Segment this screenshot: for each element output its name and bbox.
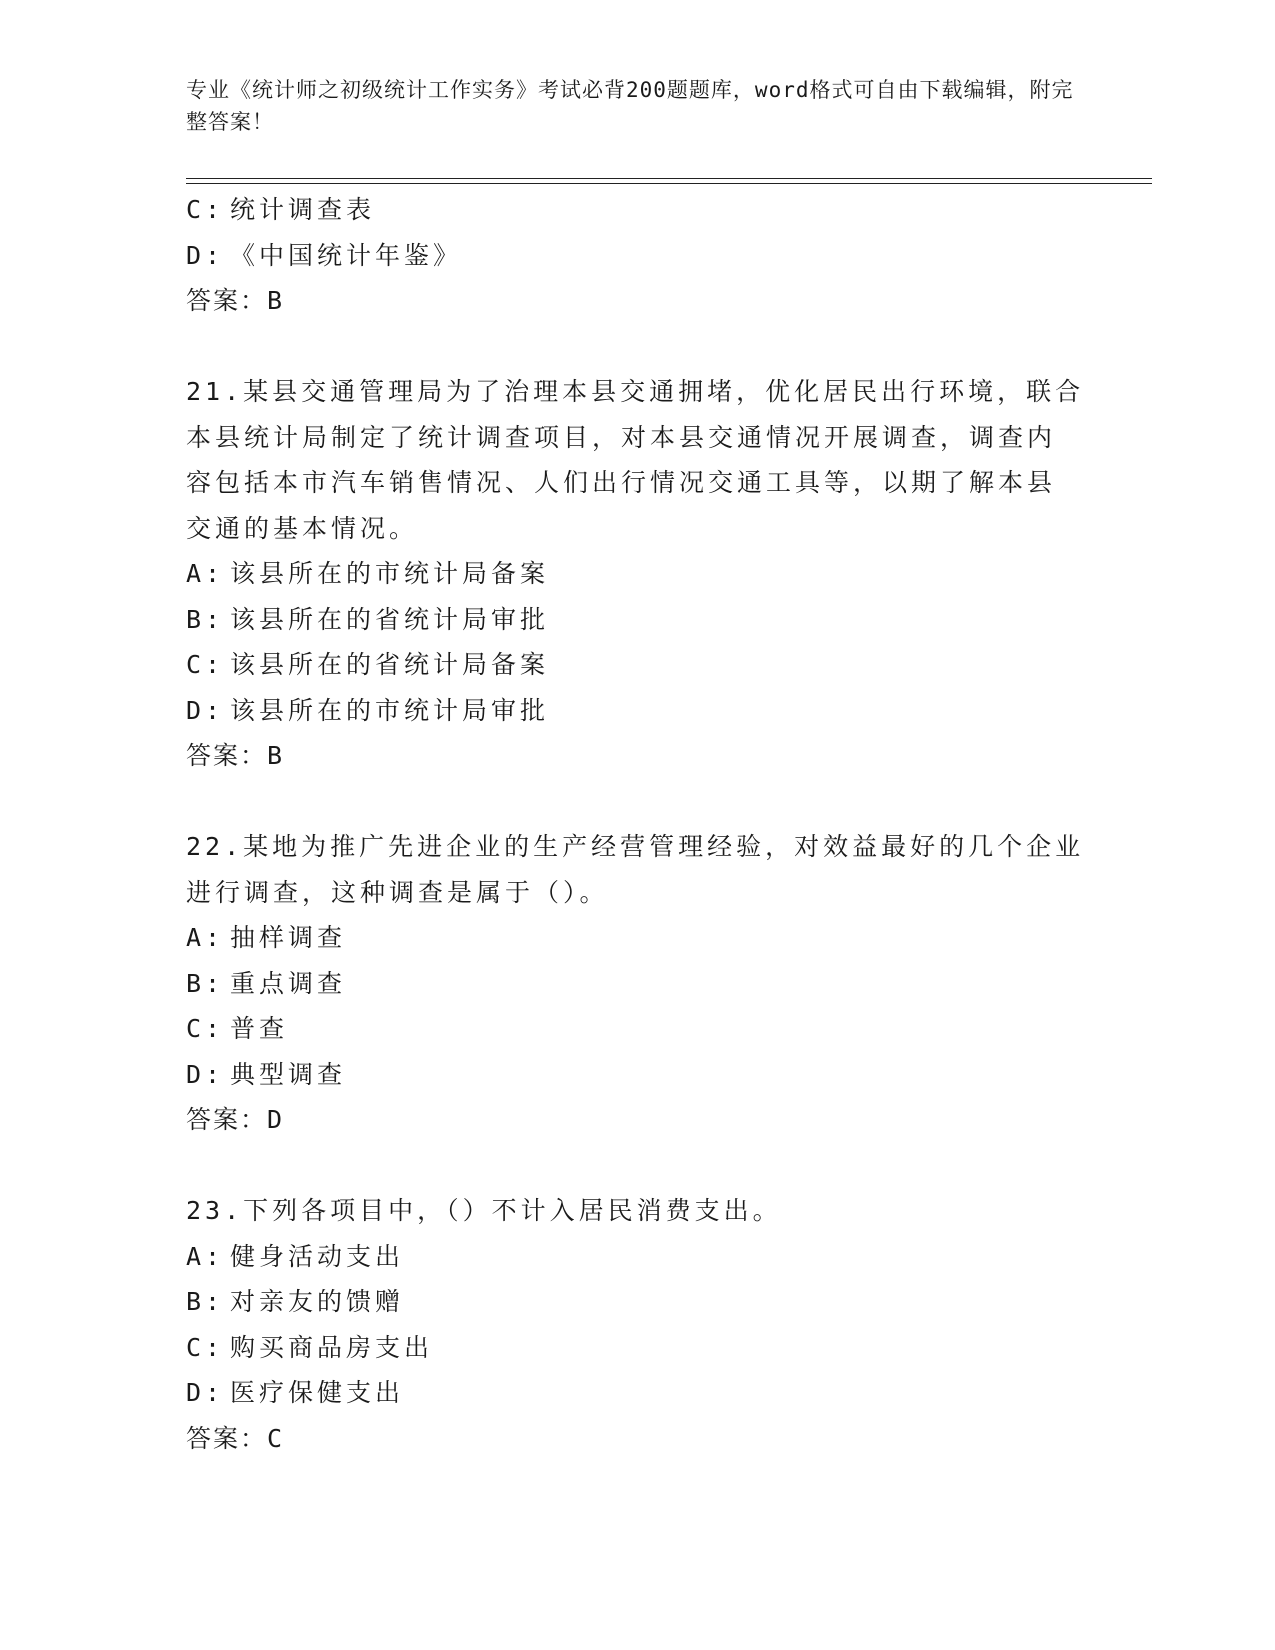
option-line [186, 1006, 1086, 1052]
option-letter: D: [186, 1059, 225, 1089]
option-text: 医疗保健支出 [230, 1378, 405, 1407]
answer-line: 答案：B [186, 286, 285, 315]
option-text: 普查 [230, 1014, 289, 1043]
option-line [186, 1279, 1086, 1325]
option-letter: C: [186, 650, 225, 679]
option-line [186, 187, 1086, 233]
option-line [186, 915, 1086, 961]
option-text: 《中国统计年鉴》 [230, 240, 463, 270]
option-text: 统计调查表 [230, 195, 376, 224]
option-line [186, 233, 1086, 279]
question-line: 进行调查，这种调查是属于（）。 [186, 877, 609, 907]
option-letter: A: [186, 1241, 225, 1271]
spacer [186, 1143, 1086, 1189]
spacer [186, 779, 1086, 825]
spacer [186, 324, 1086, 370]
option-line [186, 551, 1086, 597]
option-text: 重点调查 [230, 968, 347, 998]
header-divider-bottom [186, 183, 1152, 184]
header-text: 专业《统计师之初级统计工作实务》考试必背200题题库，word格式可自由下载编辑，附完整答案！ [186, 78, 1074, 134]
option-text: 抽样调查 [230, 923, 347, 952]
option-text: 典型调查 [230, 1059, 347, 1089]
option-letter: A: [186, 559, 225, 588]
option-letter: A: [186, 923, 225, 952]
answer-line: 答案：B [186, 741, 285, 770]
option-line [186, 642, 1086, 688]
option-line [186, 1370, 1086, 1416]
answer-line: 答案：D [186, 1105, 285, 1134]
question-line: 容包括本市汽车销售情况、人们出行情况交通工具等，以期了解本县 [186, 468, 1057, 497]
option-letter: B: [186, 968, 225, 998]
option-letter: C: [186, 1014, 225, 1043]
option-text: 该县所在的市统计局备案 [230, 559, 550, 588]
option-letter: B: [186, 1287, 225, 1316]
option-text: 对亲友的馈赠 [230, 1287, 405, 1316]
option-letter: D: [186, 695, 225, 725]
option-line [186, 961, 1086, 1007]
option-letter: D: [186, 1378, 225, 1407]
question-line: 本县统计局制定了统计调查项目，对本县交通情况开展调查，调查内 [186, 422, 1057, 452]
option-letter: B: [186, 604, 225, 634]
question-line: 交通的基本情况。 [186, 513, 419, 543]
question-line: 22.某地为推广先进企业的生产经营管理经验，对效益最好的几个企业 [186, 832, 1085, 861]
question-content [186, 187, 1086, 1461]
option-text: 健身活动支出 [230, 1241, 405, 1271]
option-line [186, 1052, 1086, 1098]
option-text: 该县所在的市统计局审批 [230, 695, 550, 725]
header-divider-top [186, 178, 1152, 179]
option-line [186, 688, 1086, 734]
option-text: 该县所在的省统计局审批 [230, 604, 550, 634]
question-line: 23.下列各项目中，（）不计入居民消费支出。 [186, 1196, 782, 1225]
document-header [186, 74, 1086, 138]
option-text: 该县所在的省统计局备案 [230, 650, 550, 679]
option-line [186, 597, 1086, 643]
option-letter: D: [186, 240, 225, 270]
option-letter: C: [186, 195, 225, 224]
option-letter: C: [186, 1332, 225, 1362]
question-line: 21.某县交通管理局为了治理本县交通拥堵，优化居民出行环境，联合 [186, 377, 1085, 406]
option-text: 购买商品房支出 [230, 1332, 434, 1362]
option-line [186, 1234, 1086, 1280]
answer-line: 答案：C [186, 1423, 285, 1453]
option-line [186, 1325, 1086, 1371]
